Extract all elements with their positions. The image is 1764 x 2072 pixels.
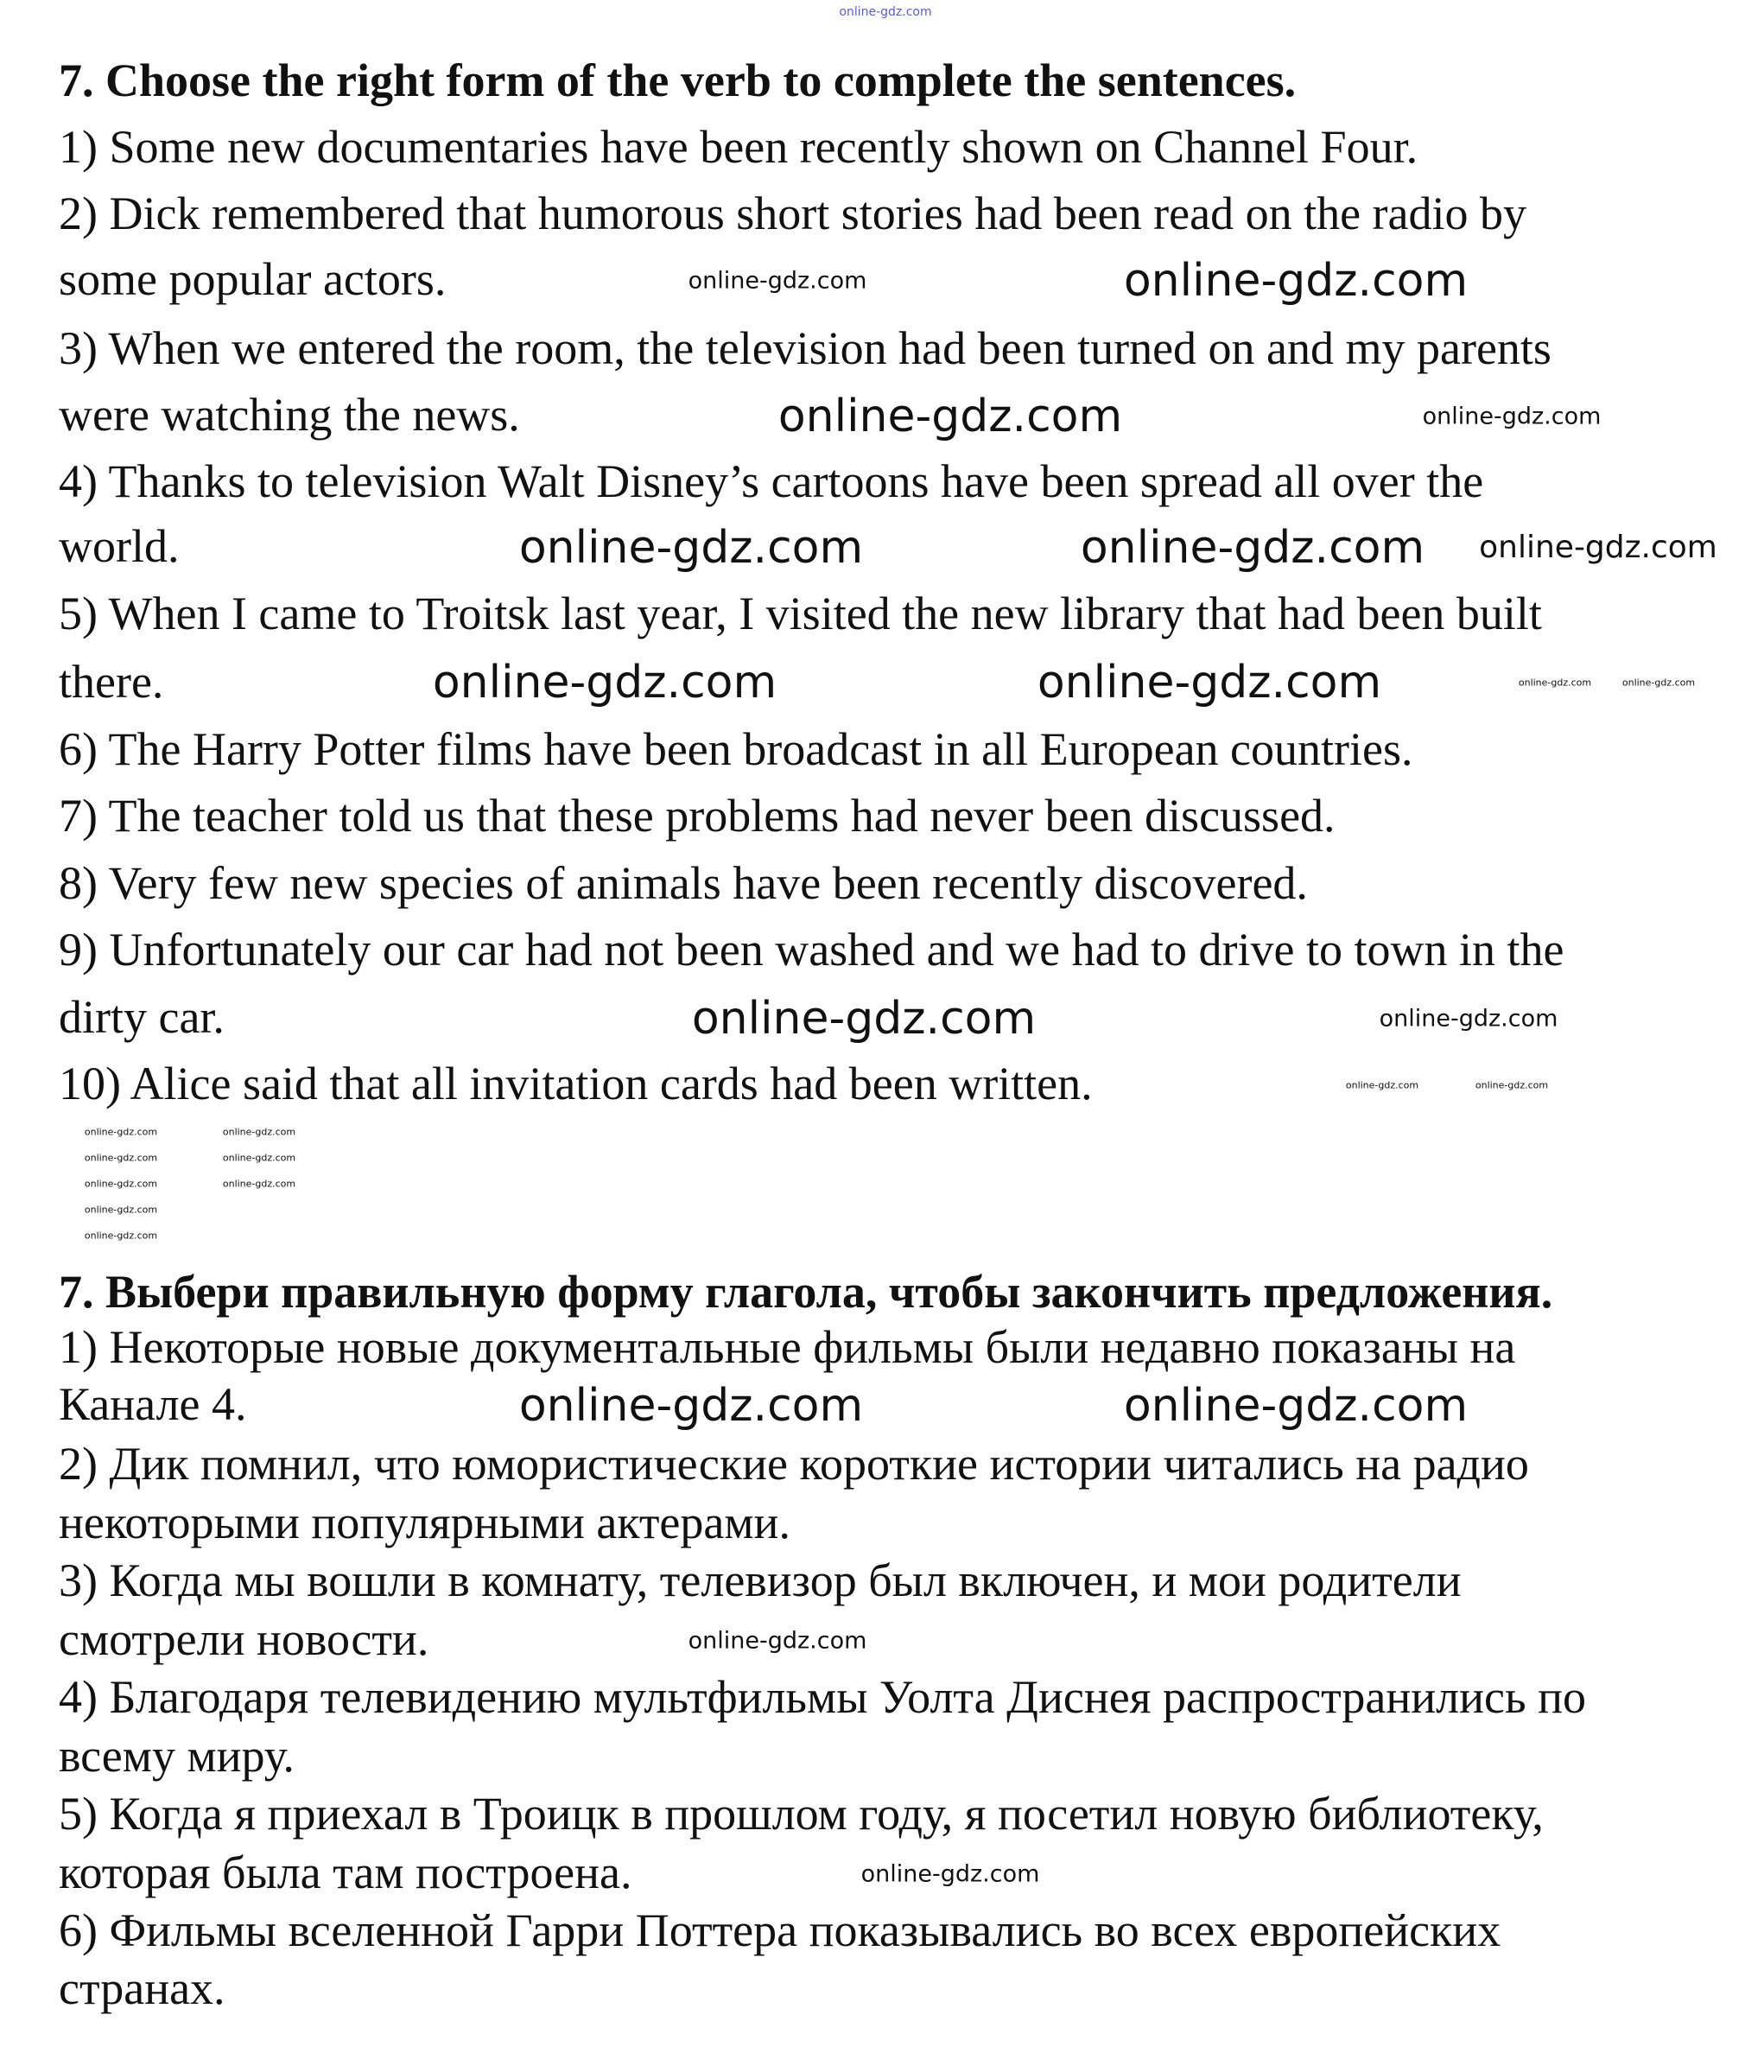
sentence-line-english: 7) The teacher told us that these problems had never been discussed.	[59, 789, 1336, 842]
sentence-line-english: 9) Unfortunately our car had not been washed and we had to drive to town in the	[59, 923, 1564, 976]
watermark: online-gdz.com	[84, 1152, 158, 1164]
watermark: online-gdz.com	[222, 1178, 296, 1190]
sentence-line-russian: 6) Фильмы вселенной Гарри Поттера показывались во всех европейских	[59, 1904, 1501, 1957]
sentence-line-english: there.	[59, 655, 164, 708]
sentence-line-english: world.	[59, 519, 180, 572]
watermark: online-gdz.com	[839, 5, 932, 19]
watermark: online-gdz.com	[777, 391, 1123, 442]
sentence-line-english: 1) Some new documentaries have been recently shown on Channel Four.	[59, 120, 1418, 173]
sentence-line-english: 4) Thanks to television Walt Disney’s cartoons have been spread all over the	[59, 454, 1484, 507]
watermark: online-gdz.com	[1080, 522, 1425, 574]
watermark: online-gdz.com	[691, 993, 1037, 1045]
sentence-line-russian: некоторыми популярными актерами.	[59, 1496, 790, 1548]
watermark: online-gdz.com	[222, 1152, 296, 1164]
sentence-line-english: 3) When we entered the room, the television had been turned on and my parents	[59, 322, 1551, 375]
sentence-line-english: dirty car.	[59, 990, 225, 1043]
watermark: online-gdz.com	[84, 1230, 158, 1242]
watermark: online-gdz.com	[84, 1204, 158, 1216]
exercise-title-english: 7. Choose the right form of the verb to complete the sentences.	[59, 54, 1297, 107]
sentence-line-russian: 2) Дик помнил, что юмористические короткие истории читались на радио	[59, 1438, 1529, 1490]
sentence-line-english: 5) When I came to Troitsk last year, I visited the new library that had been built	[59, 588, 1542, 640]
sentence-line-english: 10) Alice said that all invitation cards had been written.	[59, 1057, 1093, 1109]
sentence-line-russian: которая была там построена.	[59, 1846, 632, 1898]
sentence-line-english: 6) The Harry Potter films have been broadcast in all European countries.	[59, 722, 1413, 775]
watermark: online-gdz.com	[1621, 677, 1696, 689]
watermark: online-gdz.com	[1475, 1079, 1549, 1091]
sentence-line-russian: Канале 4.	[59, 1378, 247, 1431]
watermark: online-gdz.com	[688, 267, 867, 295]
sentence-line-russian: 3) Когда мы вошли в комнату, телевизор был включен, и мои родители	[59, 1554, 1462, 1607]
watermark: online-gdz.com	[860, 1860, 1040, 1888]
watermark: online-gdz.com	[84, 1178, 158, 1190]
sentence-line-english: were watching the news.	[59, 388, 520, 441]
sentence-line-russian: странах.	[59, 1961, 225, 2014]
watermark: online-gdz.com	[518, 522, 864, 574]
watermark: online-gdz.com	[1518, 677, 1592, 689]
watermark: online-gdz.com	[222, 1126, 296, 1138]
sentence-line-russian: 1) Некоторые новые документальные фильмы были недавно показаны на	[59, 1321, 1516, 1374]
sentence-line-english: 8) Very few new species of animals have been recently discovered.	[59, 856, 1308, 909]
watermark: online-gdz.com	[1123, 1380, 1469, 1432]
watermark: online-gdz.com	[688, 1627, 867, 1655]
watermark: online-gdz.com	[1123, 255, 1469, 307]
sentence-line-english: 2) Dick remembered that humorous short stories had been read on the radio by	[59, 187, 1526, 239]
sentence-line-russian: всему миру.	[59, 1729, 295, 1782]
exercise-title-russian: 7. Выбери правильную форму глагола, чтобы закончить предложения.	[59, 1265, 1553, 1318]
sentence-line-english: some popular actors.	[59, 253, 447, 306]
watermark: online-gdz.com	[1379, 1005, 1558, 1033]
watermark: online-gdz.com	[432, 657, 777, 709]
watermark: online-gdz.com	[518, 1380, 864, 1432]
sentence-line-russian: смотрели новости.	[59, 1612, 429, 1665]
watermark: online-gdz.com	[1345, 1079, 1419, 1091]
watermark: online-gdz.com	[84, 1126, 158, 1138]
watermark: online-gdz.com	[1422, 403, 1602, 430]
watermark: online-gdz.com	[1037, 657, 1382, 709]
sentence-line-russian: 4) Благодаря телевидению мультфильмы Уолта Диснея распространились по	[59, 1671, 1587, 1724]
watermark: online-gdz.com	[1479, 530, 1717, 565]
sentence-line-russian: 5) Когда я приехал в Троицк в прошлом году, я посетил новую библиотеку,	[59, 1788, 1544, 1840]
